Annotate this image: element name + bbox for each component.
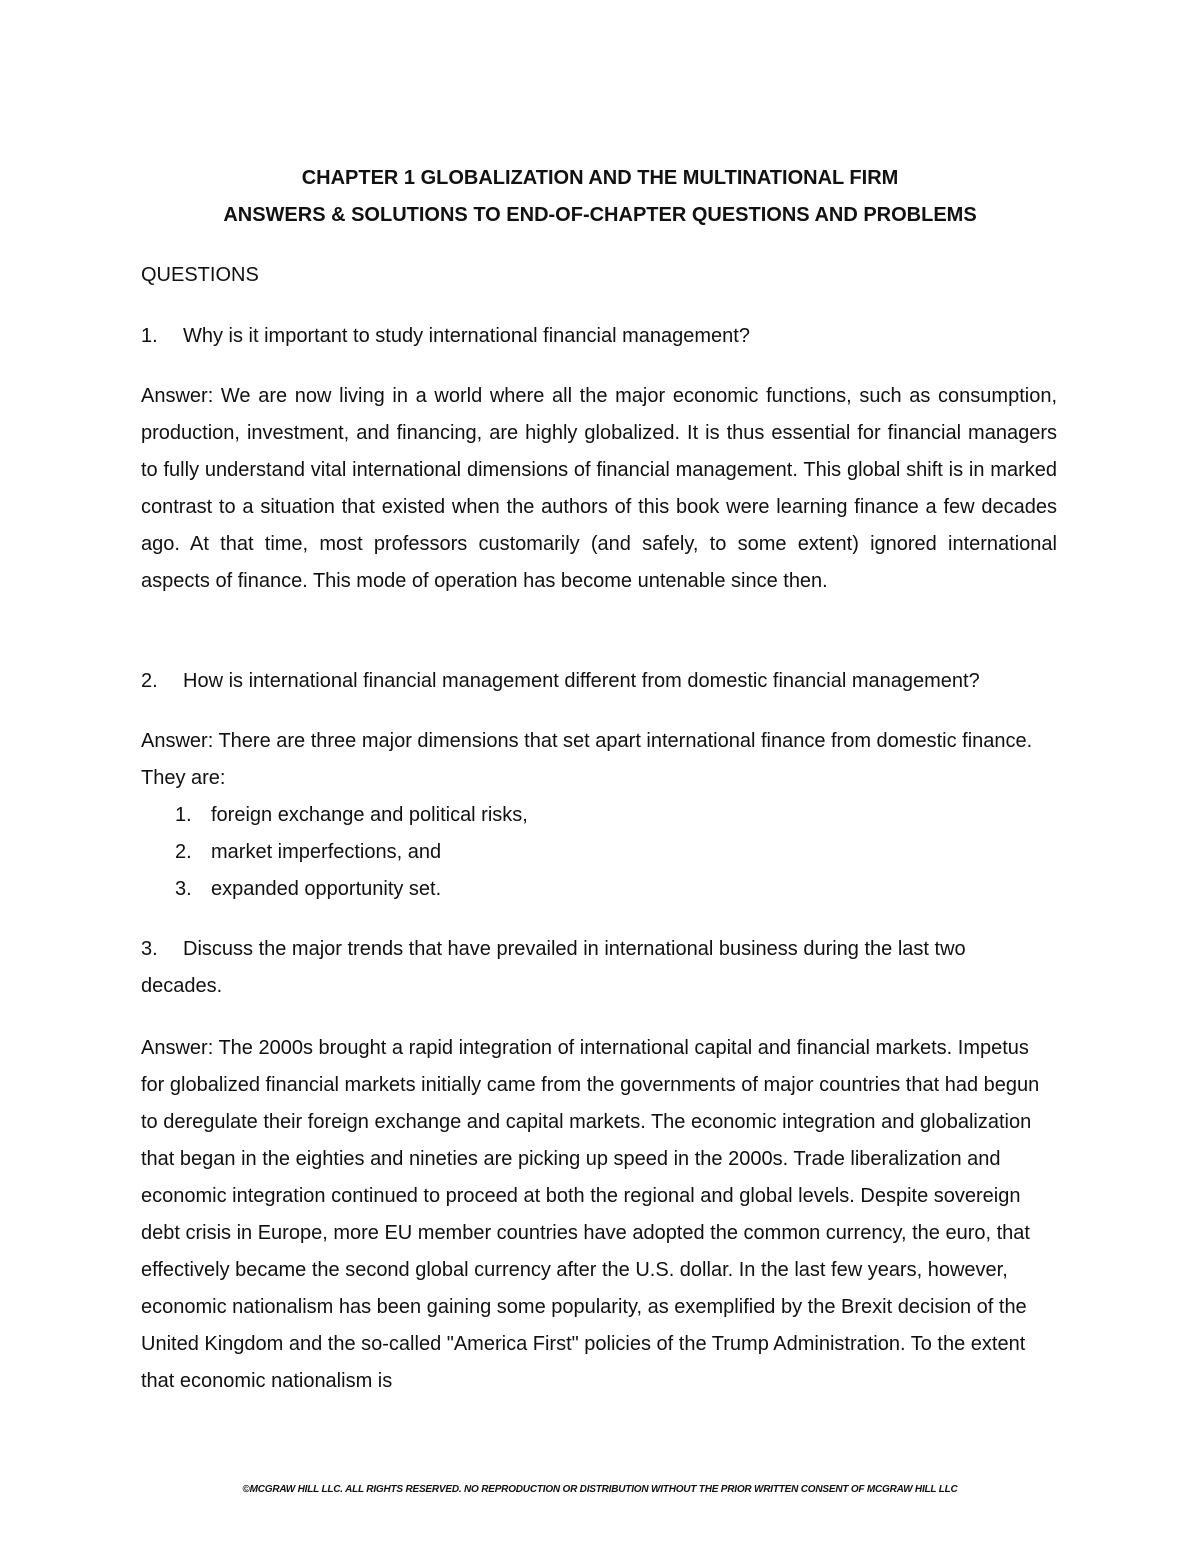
- answer-2: Answer: There are three major dimensions that set apart international finance from domestic finance. They are:: [141, 730, 1033, 789]
- question-3: [141, 931, 1041, 1005]
- question-number: 1.: [141, 325, 158, 347]
- section-label: QUESTIONS: [141, 264, 259, 286]
- answer-3: Answer: The 2000s brought a rapid integration of international capital and financial markets. Impetus for globalized financial markets initially came from the governments of major countries that had begun to deregulate their foreign exchange and capital markets. The economic integration and globalization that began in the eighties and nineties are picking up speed in the 2000s. Trade liberalization and economic integration continued to proceed at both the regional and global levels. Despite sovereign debt crisis in Europe, more EU member countries have adopted the common currency, the euro, that effectively became the second global currency after the U.S. dollar. In the last few years, however, economic nationalism has been gaining some popularity, as exemplified by the Brexit decision of the United Kingdom and the so-called "America First" policies of the Trump Administration. To the extent that economic nationalism is: [141, 1037, 1040, 1392]
- question-number: 3.: [141, 938, 158, 960]
- list-item: 3. expanded opportunity set.: [175, 878, 442, 900]
- question-2: [141, 670, 980, 693]
- question-number: 2.: [141, 670, 158, 692]
- copyright-footer: ©MCGRAW HILL LLC. ALL RIGHTS RESERVED. NO REPRODUCTION OR DISTRIBUTION WITHOUT THE PRIOR WRITTEN CONSENT OF MCGRAW HILL LLC: [242, 1484, 958, 1495]
- question-text: How is international financial management different from domestic financial management?: [183, 670, 980, 692]
- question-1: [141, 325, 750, 348]
- list-item: 2. market imperfections, and: [175, 841, 442, 863]
- answer-2-list: [175, 797, 528, 908]
- list-item: 1. foreign exchange and political risks,: [175, 804, 528, 826]
- question-text: Discuss the major trends that have prevailed in international business during the last two decades.: [141, 938, 966, 997]
- chapter-title: CHAPTER 1 GLOBALIZATION AND THE MULTINATIONAL FIRM: [301, 167, 899, 189]
- chapter-subtitle: ANSWERS & SOLUTIONS TO END-OF-CHAPTER QUESTIONS AND PROBLEMS: [223, 204, 977, 226]
- question-text: Why is it important to study international financial management?: [183, 325, 750, 347]
- answer-1: Answer: We are now living in a world where all the major economic functions, such as consumption, production, investment, and financing, are highly globalized. It is thus essential for financial managers to fully understand vital international dimensions of financial management. This global shift is in marked contrast to a situation that existed when the authors of this book were learning finance a few decades ago. At that time, most professors customarily (and safely, to some extent) ignored international aspects of finance. This mode of operation has become untenable since then.: [141, 385, 1057, 592]
